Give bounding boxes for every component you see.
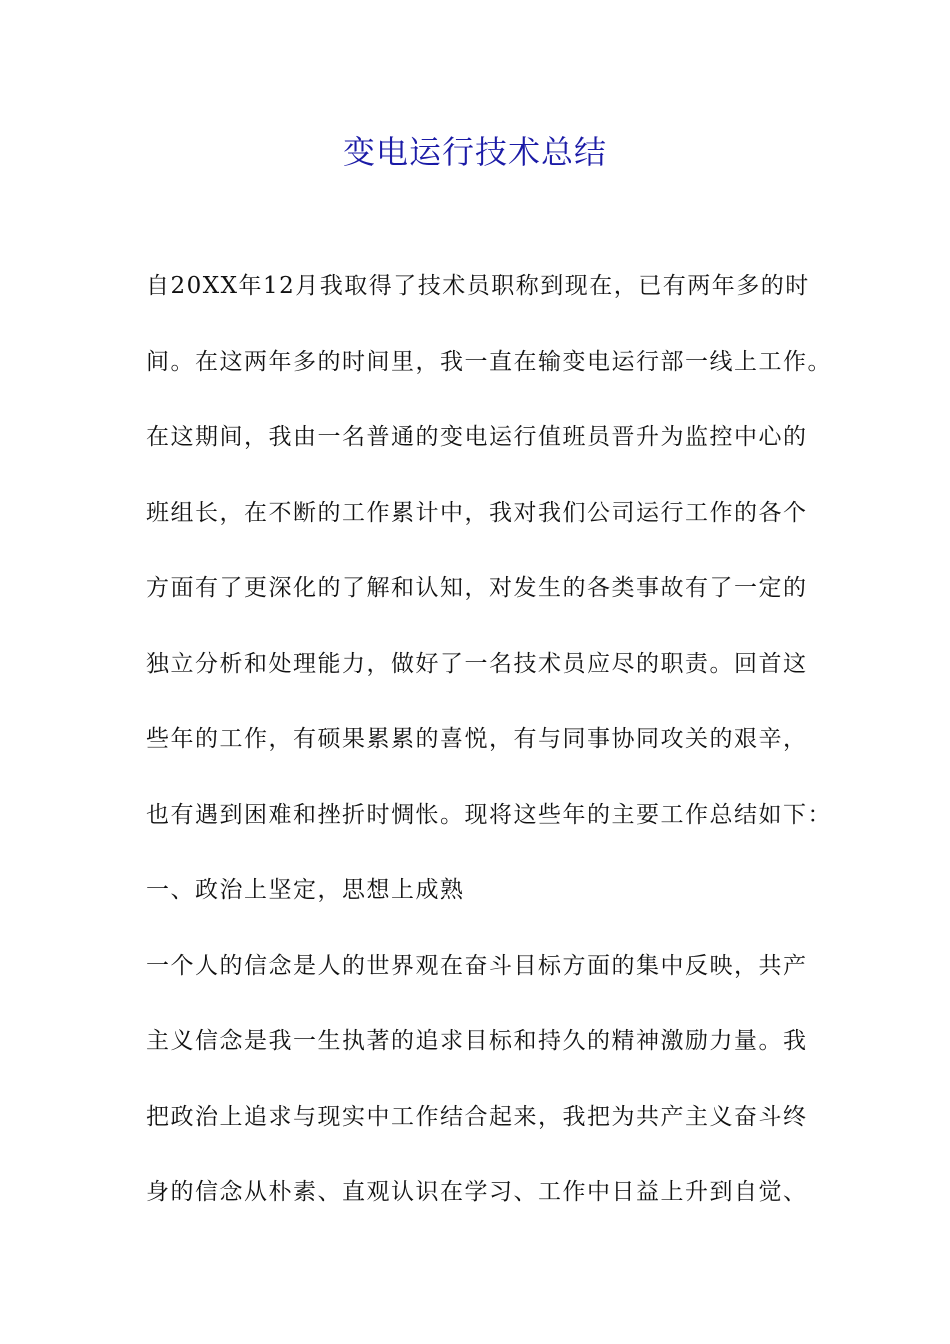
- body-line: 方面有了更深化的了解和认知，对发生的各类事故有了一定的: [146, 575, 808, 601]
- section-heading: 一、政治上坚定，思想上成熟: [146, 877, 465, 903]
- body-line: 主义信念是我一生执著的追求目标和持久的精神激励力量。我: [146, 1028, 808, 1054]
- body-line: 身的信念从朴素、直观认识在学习、工作中日益上升到自觉、: [146, 1179, 808, 1205]
- body-line: 在这期间，我由一名普通的变电运行值班员晋升为监控中心的: [146, 424, 808, 450]
- body-line: 班组长，在不断的工作累计中，我对我们公司运行工作的各个: [146, 499, 808, 526]
- body-line: 一个人的信念是人的世界观在奋斗目标方面的集中反映，共产: [146, 952, 808, 979]
- body-line: 些年的工作，有硕果累累的喜悦，有与同事协同攻关的艰辛，: [146, 726, 808, 752]
- body-line: 独立分析和处理能力，做好了一名技术员应尽的职责。回首这: [146, 650, 808, 677]
- body-line: 把政治上追求与现实中工作结合起来，我把为共产主义奋斗终: [146, 1103, 808, 1130]
- body-line: 间。在这两年多的时间里，我一直在输变电运行部一线上工作。: [146, 348, 832, 375]
- body-line: 自20XX年12月我取得了技术员职称到现在，已有两年多的时: [146, 273, 810, 299]
- document-title: 变电运行技术总结: [342, 133, 607, 171]
- document-body: [146, 262, 832, 1244]
- body-line: 也有遇到困难和挫折时惆怅。现将这些年的主要工作总结如下：: [146, 801, 832, 828]
